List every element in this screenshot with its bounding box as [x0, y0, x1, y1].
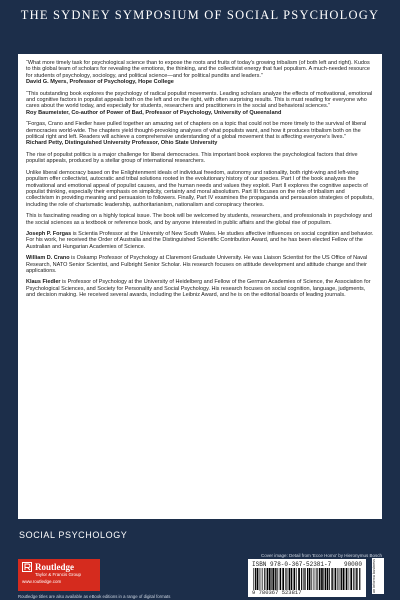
publisher-url: www.routledge.com: [22, 579, 62, 584]
subject-band: SOCIAL PSYCHOLOGY: [19, 530, 128, 540]
publisher-group: Taylor & Francis Group: [35, 572, 82, 577]
endorsement: [26, 91, 374, 117]
publisher-name: Routledge: [35, 562, 74, 572]
spine-stamp: an informa business: [372, 558, 384, 594]
series-title: THE SYDNEY SYMPOSIUM OF SOCIAL PSYCHOLOGY: [20, 8, 380, 22]
cover-image-credit: Cover image: Detail from 'Ecce Homo' by Hieronymus Bosch: [260, 553, 382, 558]
description-paragraph: This is fascinating reading on a highly topical issue. The book will be welcomed by students, researchers, and professionals in psychology and the social sciences as a textbook or reference book, and by anyone interested in public affairs and the global rise of populism.: [26, 213, 372, 226]
barcode-graphic: [252, 568, 362, 590]
bio-name: Joseph P. Forgas: [26, 230, 72, 237]
bio-name: William D. Crano: [26, 255, 70, 262]
bottom-strip: [0, 555, 400, 600]
endorsement-quote: “This outstanding book explores the psychology of radical populist movements. Leading scholars analyze the effects of motivational, emotional and cognitive factors in populist appeals both on the left and on the right, with often surprising results. This is must reading for everyone who cares about the world today, and especially for students, researchers and practitioners in the social and behavioral sciences.”: [26, 90, 373, 110]
routledge-logo-icon: [22, 562, 32, 572]
endorsement-author: Richard Petty, Distinguished University Professor, Ohio State University: [26, 140, 218, 147]
price-code: 90000: [343, 561, 362, 568]
author-bio: [26, 279, 374, 298]
endorsement-quote: “Forgas, Crano and Fiedler have pulled together an amazing set of chapters on a topic that could not be more timely to the survival of liberal democracies world-wide. The chapters yield thought-provoking analyses of what populists want, and how it produces tribalism both on the political right and left. Readers will achieve a comprehensive understanding of a global movement that is affecting everyone's lives.”: [26, 121, 367, 141]
publisher-logo: [18, 559, 100, 591]
publisher-logo-row: [22, 562, 96, 572]
bio-name: Klaus Fiedler: [26, 279, 61, 286]
author-bio: [26, 255, 374, 274]
bio-text: is Scientia Professor at the University of New South Wales. He studies affective influences on social cognition and behavior. For his work, he received the Order of Australia and the Distinguished Scientific Contribution Award, and he has been elected Fellow of the Australian and Hungarian Academies of Science.: [26, 230, 374, 250]
isbn-row: [252, 561, 362, 568]
barcode-box: [248, 559, 366, 597]
back-cover-panel: [18, 54, 382, 519]
bio-text: is Oskamp Professor of Psychology at Claremont Graduate University. He was Liaison Scientist for the US Office of Naval Research, NATO Senior Scientist, and Fulbright Senior Scholar. His research focuses on attitude development and attitude change and their applications.: [26, 255, 368, 274]
endorsement: [26, 121, 374, 147]
endorsement-author: David G. Myers, Professor of Psychology, Hope College: [26, 79, 174, 86]
author-bio: [26, 231, 374, 250]
ebook-footnote: Routledge titles are also available as eBook editions in a range of digital formats: [18, 594, 171, 599]
barcode-digits: 9 780367 523817: [252, 589, 302, 596]
isbn-label: ISBN 978-0-367-52381-7: [252, 561, 332, 568]
description-paragraph: Unlike liberal democracy based on the Enlightenment ideals of individual freedom, autonomy and rationality, both right-wing and left-wing populism offer collectivist, autocratic and tribal solutions rooted in the evolutionary history of our species. Part I of the book analyzes the motivational and emotional appeal of populist causes, and the human needs and values they exploit. Part II explores the cognitive aspects of populist thinking, especially their emphasis on simplicity, certainty and moral absolutism. Part III focuses on the role of tribalism and collectivism in providing meaning and persuasion to followers. Finally, Part IV examines the propaganda and persuasion strategies of populists, including the role of charismatic leadership, authoritarianism, nationalism and conspiracy theories.: [26, 169, 374, 208]
bio-text: is Professor of Psychology at the University of Heidelberg and Fellow of the German Academies of Science, the Association for Psychological Sciences, and Society for Personality and Social Psychology. His research focuses on social cognition, language, judgments, and decision making. He received several awards, including the Leibniz Award, and he is on the editorial boards of leading journals.: [26, 279, 371, 299]
endorsement-quote: “What more timely task for psychological science than to expose the roots and fruits of today's growing tribalism (of both left and right). Kudos to this global team of scholars for revealing the emotions, the thinking, and the collectivist energy that fuel populism. A much-needed resource for students of psychology, sociology, and political science—and for political pundits and leaders.”: [26, 60, 370, 79]
endorsement-author: Roy Baumeister, Co-author of Power of Bad, Professor of Psychology, University of Queensland: [26, 109, 282, 116]
endorsement: [26, 60, 374, 86]
description-paragraph: The rise of populist politics is a major challenge for liberal democracies. This important book explores the psychological factors that drive populist appeals, produced by a stellar group of international researchers.: [26, 151, 358, 165]
